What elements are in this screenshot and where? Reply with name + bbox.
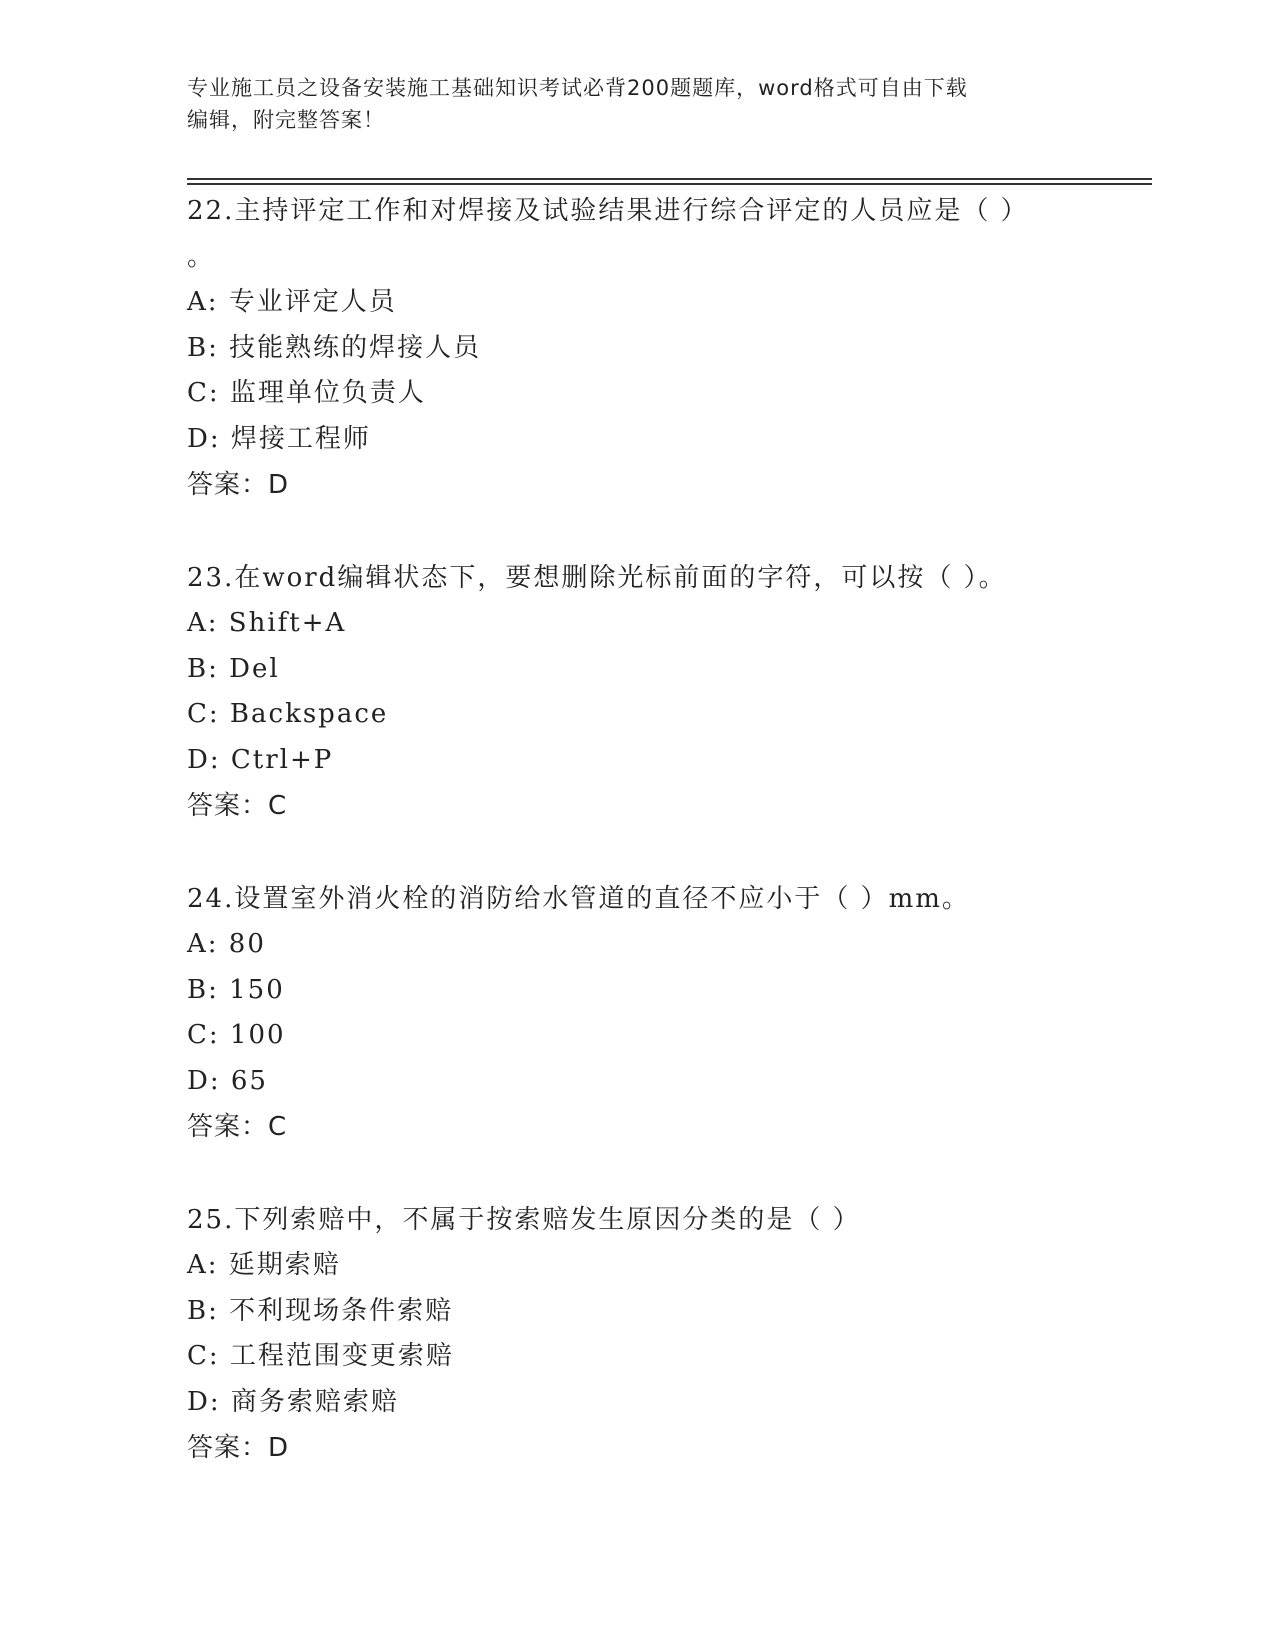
option-b: B: 150 [187,974,285,1005]
header-divider-bottom [187,183,1152,185]
question-list [187,188,1087,1518]
option-a: A: 专业评定人员 [187,287,397,317]
answer: 答案：D [187,470,290,500]
question-24 [187,876,1087,1150]
question-25 [187,1197,1087,1471]
option-c: C: 工程范围变更索赔 [187,1341,454,1371]
option-b: B: 技能熟练的焊接人员 [187,332,482,363]
question-stem: 23.在word编辑状态下，要想删除光标前面的字符，可以按（ ）。 [187,563,1007,593]
option-d: D: 65 [187,1065,268,1096]
question-stem: 24.设置室外消火栓的消防给水管道的直径不应小于（ ）mm。 [187,884,970,914]
option-d: D: 焊接工程师 [187,423,371,454]
question-22 [187,188,1087,508]
option-c: C: 100 [187,1020,286,1050]
option-d: D: 商务索赔索赔 [187,1386,399,1417]
header-line-2: 编辑，附完整答案！ [187,108,385,132]
option-c: C: Backspace [187,699,389,729]
option-a: A: 延期索赔 [187,1250,341,1280]
option-b: B: 不利现场条件索赔 [187,1295,454,1326]
header-divider-top [187,178,1152,180]
option-d: D: Ctrl+P [187,744,334,775]
question-23 [187,555,1087,829]
question-stem: 22.主持评定工作和对焊接及试验结果进行综合评定的人员应是（ ） [187,196,1029,226]
option-a: A: Shift+A [187,608,347,638]
option-c: C: 监理单位负责人 [187,378,426,408]
question-stem-continuation: 。 [187,242,214,272]
document-header [187,72,1067,136]
answer: 答案：C [187,1112,288,1142]
header-line-1: 专业施工员之设备安装施工基础知识考试必背200题题库，word格式可自由下载 [187,76,968,100]
answer: 答案：C [187,791,288,821]
question-stem: 25.下列索赔中，不属于按索赔发生原因分类的是（ ） [187,1205,861,1235]
option-a: A: 80 [187,929,266,959]
option-b: B: Del [187,653,280,684]
answer: 答案：D [187,1433,290,1463]
